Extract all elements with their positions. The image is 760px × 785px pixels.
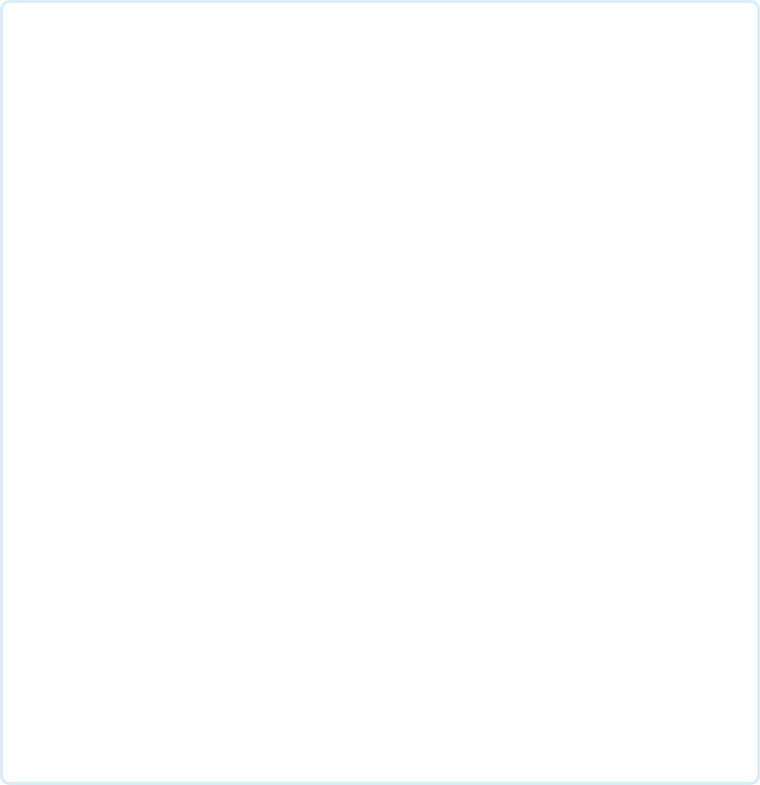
average-row-label [20, 194, 84, 209]
page-title [8, 8, 752, 100]
column-header-increase [507, 105, 752, 173]
table-header-row [8, 105, 752, 173]
average-cell-2019 [257, 177, 502, 225]
column-header-pension-2018 [8, 105, 253, 173]
average-row [8, 177, 752, 225]
average-cell-increase [507, 177, 752, 225]
average-cell-2018 [8, 177, 253, 225]
column-header-pension-2019 [258, 105, 503, 173]
